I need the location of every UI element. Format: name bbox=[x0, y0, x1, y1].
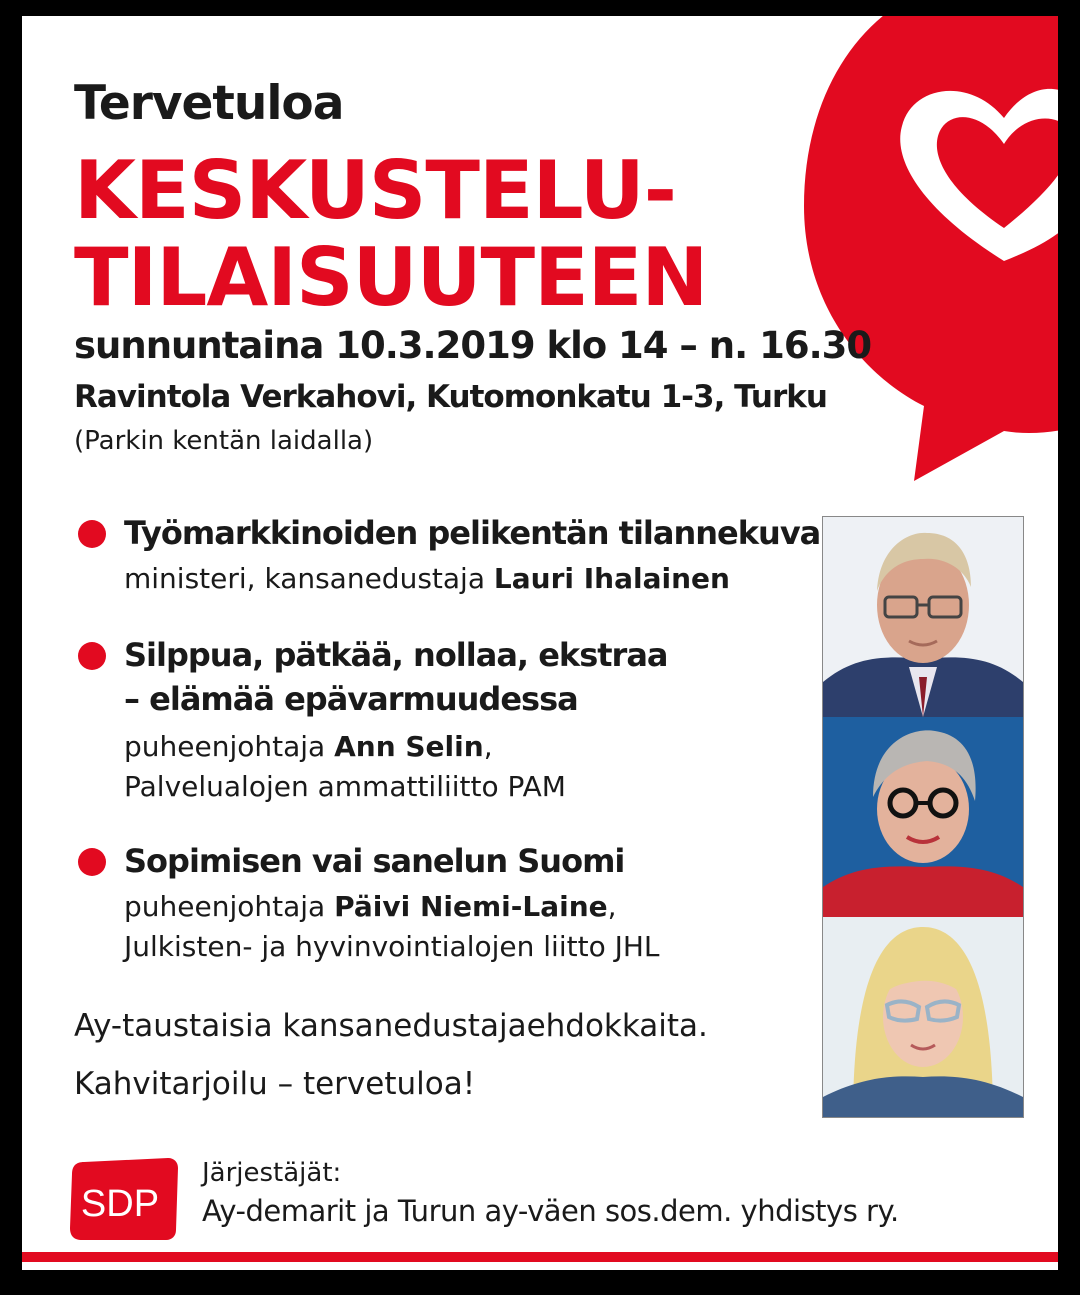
topic-speaker-line bbox=[124, 730, 493, 763]
speaker-role: puheenjohtaja bbox=[124, 890, 335, 923]
speaker-organization: Julkisten- ja hyvinvointialojen liitto JHL bbox=[124, 930, 660, 963]
speaker-photos bbox=[822, 516, 1024, 1118]
organizers-name: Ay-demarit ja Turun ay-väen sos.dem. yhdistys ry. bbox=[202, 1194, 899, 1228]
venue-note: (Parkin kentän laidalla) bbox=[74, 426, 374, 456]
speaker-name: Ann Selin bbox=[334, 730, 484, 763]
event-venue: Ravintola Verkahovi, Kutomonkatu 1-3, Turku bbox=[74, 379, 827, 415]
speaker-organization: Palvelualojen ammattiliitto PAM bbox=[124, 770, 566, 803]
coffee-text: Kahvitarjoilu – tervetuloa! bbox=[74, 1066, 476, 1102]
speaker-suffix: , bbox=[483, 730, 493, 763]
topic-speaker-line bbox=[124, 890, 617, 923]
event-date-time: sunnuntaina 10.3.2019 klo 14 – n. 16.30 bbox=[74, 324, 872, 367]
topic-speaker-line bbox=[124, 562, 730, 595]
heart-speech-bubble-icon bbox=[774, 16, 1058, 496]
speaker-photo-lauri-ihalainen bbox=[823, 517, 1023, 717]
speaker-role: ministeri, kansanedustaja bbox=[124, 562, 494, 595]
speaker-suffix: , bbox=[607, 890, 617, 923]
topic-title-line-2: – elämää epävarmuudessa bbox=[124, 680, 578, 718]
speaker-name: Päivi Niemi-Laine bbox=[334, 890, 608, 923]
speaker-name: Lauri Ihalainen bbox=[493, 562, 730, 595]
speaker-photo-ann-selin bbox=[823, 717, 1023, 917]
topic-title: Silppua, pätkää, nollaa, ekstraa bbox=[124, 636, 668, 674]
organizers-label: Järjestäjät: bbox=[202, 1158, 342, 1188]
speaker-photo-paivi-niemi-laine bbox=[823, 917, 1023, 1117]
sdp-logo bbox=[68, 1156, 178, 1242]
bullet-dot-icon bbox=[78, 520, 106, 548]
event-title-line-1: KESKUSTELU- bbox=[74, 144, 676, 237]
speaker-role: puheenjohtaja bbox=[124, 730, 335, 763]
bottom-red-bar bbox=[22, 1252, 1058, 1262]
bullet-dot-icon bbox=[78, 642, 106, 670]
bullet-dot-icon bbox=[78, 848, 106, 876]
event-poster bbox=[22, 16, 1058, 1270]
logo-text: SDP bbox=[80, 1183, 160, 1225]
candidates-text: Ay-taustaisia kansanedustajaehdokkaita. bbox=[74, 1008, 708, 1044]
topic-title: Työmarkkinoiden pelikentän tilannekuva bbox=[124, 514, 821, 552]
topic-title: Sopimisen vai sanelun Suomi bbox=[124, 842, 625, 880]
welcome-text: Tervetuloa bbox=[74, 76, 344, 131]
event-title-line-2: TILAISUUTEEN bbox=[74, 231, 708, 324]
